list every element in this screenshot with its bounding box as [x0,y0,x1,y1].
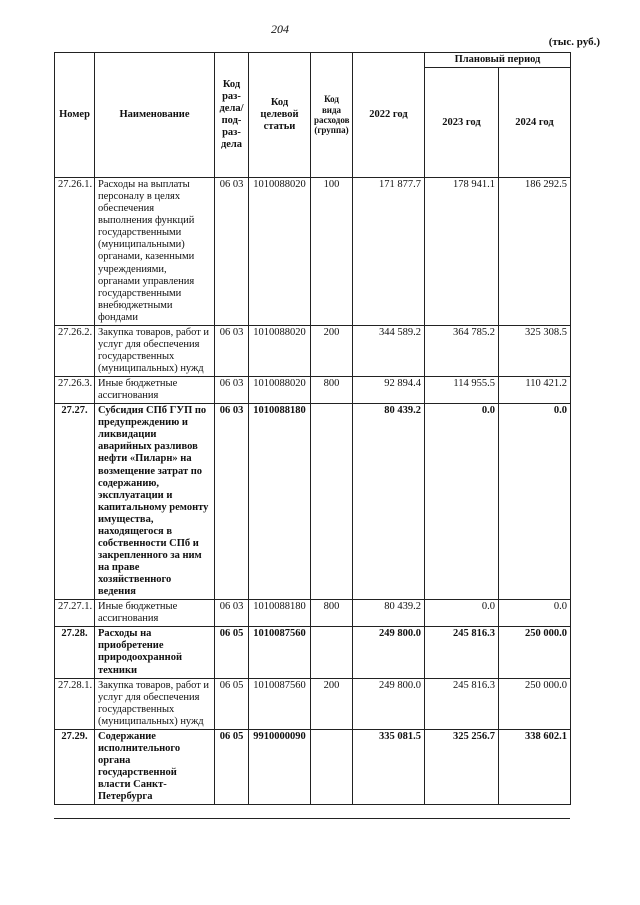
row-expense-type: 200 [311,325,353,376]
row-number: 27.26.3. [55,377,95,404]
row-name: Иные бюджетные ассигнования [95,377,215,404]
header-section-code: Код раз-дела/ под-раз-дела [215,53,249,178]
table-row [55,178,571,326]
row-target-code: 1010088020 [249,377,311,404]
header-year-2022: 2022 год [353,53,425,178]
row-value-2024: 186 292.5 [499,178,571,326]
row-name: Закупка товаров, работ и услуг для обеспечения государственных (муниципальных) нужд [95,678,215,729]
row-value-2024: 110 421.2 [499,377,571,404]
table-row [55,325,571,376]
row-value-2024: 250 000.0 [499,627,571,678]
table-row [55,729,571,804]
row-value-2024: 325 308.5 [499,325,571,376]
row-value-2022: 335 081.5 [353,729,425,804]
row-value-2022: 80 439.2 [353,404,425,600]
table-row [55,377,571,404]
row-value-2023: 364 785.2 [425,325,499,376]
row-section-code: 06 03 [215,404,249,600]
bottom-rule [54,818,570,819]
row-expense-type [311,404,353,600]
row-target-code: 1010087560 [249,627,311,678]
row-expense-type: 800 [311,377,353,404]
row-value-2022: 249 800.0 [353,627,425,678]
table-row [55,600,571,627]
page-number: 204 [271,22,289,36]
row-name: Расходы на приобретение природоохранной техники [95,627,215,678]
table-row [55,627,571,678]
row-value-2024: 0.0 [499,600,571,627]
header-year-2023: 2023 год [425,68,499,178]
header-year-2024: 2024 год [499,68,571,178]
row-section-code: 06 05 [215,678,249,729]
header-name: Наименование [95,53,215,178]
row-value-2023: 114 955.5 [425,377,499,404]
row-number: 27.27. [55,404,95,600]
row-section-code: 06 03 [215,600,249,627]
row-section-code: 06 05 [215,627,249,678]
row-value-2024: 0.0 [499,404,571,600]
row-value-2023: 0.0 [425,600,499,627]
row-value-2023: 245 816.3 [425,627,499,678]
header-number: Номер [55,53,95,178]
row-value-2022: 171 877.7 [353,178,425,326]
row-name: Субсидия СПб ГУП по предупреждению и ликвидации аварийных разливов нефти «Пиларн» на возмещение затрат по содержанию, эксплуатации и капитальному ремонту имущества, находящегося в собственности СПб и закрепленного за ним на праве хозяйственного ведения [95,404,215,600]
row-name: Расходы на выплаты персоналу в целях обеспечения выполнения функций государственными (муниципальными) органами, казенными учреждениями, органами управления государственными внебюджетными фондами [95,178,215,326]
row-value-2023: 325 256.7 [425,729,499,804]
row-name: Иные бюджетные ассигнования [95,600,215,627]
table-row [55,404,571,600]
row-number: 27.28.1. [55,678,95,729]
row-value-2023: 178 941.1 [425,178,499,326]
row-name: Содержание исполнительного органа государственной власти Санкт-Петербурга [95,729,215,804]
row-value-2024: 338 602.1 [499,729,571,804]
header-target-code: Код целевой статьи [249,53,311,178]
row-value-2022: 92 894.4 [353,377,425,404]
header-planned-period: Плановый период [425,53,571,68]
row-section-code: 06 03 [215,377,249,404]
row-target-code: 1010088180 [249,600,311,627]
row-value-2023: 0.0 [425,404,499,600]
row-expense-type: 800 [311,600,353,627]
row-value-2022: 249 800.0 [353,678,425,729]
table-row [55,678,571,729]
header-expense-type-code: Код вида расходов (группа) [311,53,353,178]
budget-table [54,52,571,805]
row-number: 27.26.2. [55,325,95,376]
budget-table-body [55,178,571,805]
row-number: 27.26.1. [55,178,95,326]
row-target-code: 9910000090 [249,729,311,804]
row-expense-type [311,729,353,804]
row-target-code: 1010088020 [249,325,311,376]
row-number: 27.29. [55,729,95,804]
row-target-code: 1010087560 [249,678,311,729]
row-section-code: 06 05 [215,729,249,804]
row-expense-type: 100 [311,178,353,326]
row-value-2022: 80 439.2 [353,600,425,627]
row-target-code: 1010088020 [249,178,311,326]
row-value-2022: 344 589.2 [353,325,425,376]
row-expense-type: 200 [311,678,353,729]
row-expense-type [311,627,353,678]
row-number: 27.28. [55,627,95,678]
row-name: Закупка товаров, работ и услуг для обеспечения государственных (муниципальных) нужд [95,325,215,376]
row-value-2023: 245 816.3 [425,678,499,729]
row-number: 27.27.1. [55,600,95,627]
row-target-code: 1010088180 [249,404,311,600]
units-label: (тыс. руб.) [548,36,600,48]
row-section-code: 06 03 [215,325,249,376]
row-section-code: 06 03 [215,178,249,326]
row-value-2024: 250 000.0 [499,678,571,729]
